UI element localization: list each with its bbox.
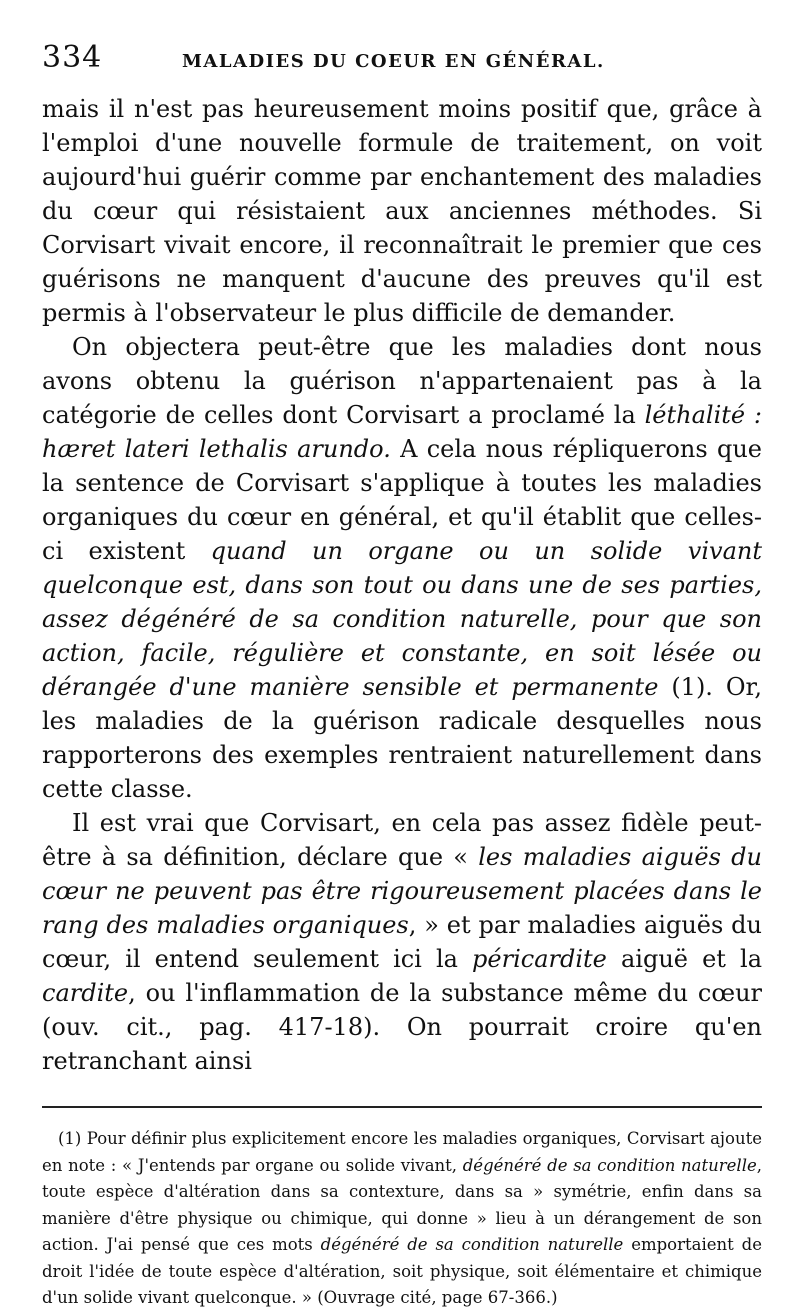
footnote-divider [42,1106,762,1108]
text-segment: , » et par maladies aiguës du cœur, il entend seulement ici la [42,911,762,973]
italic-text: les maladies aiguës du cœur ne peuvent pas être rigoureusement placées dans le rang des maladies organiques [42,843,762,939]
body-text [42,92,762,1078]
running-title: MALADIES DU COEUR EN GÉNÉRAL. [182,51,605,72]
paragraph [42,330,762,806]
paragraph [42,92,762,330]
text-segment: A cela nous répliquerons que la sentence de Corvisart s'applique à toutes les maladies organiques du cœur en général, et qu'il établit que celles-ci existent [42,435,762,565]
text-segment: (1). Or, les maladies de la guérison radicale desquelles nous rapporterons des exemples rentraient naturellement dans cette classe. [42,673,762,803]
page-header [42,40,762,92]
paragraph [42,806,762,1078]
italic-text: péricardite [472,945,607,973]
text-segment: On objectera peut-être que les maladies dont nous avons obtenu la guérison n'appartenaient pas à la catégorie de celles dont Corvisart a proclamé la [42,333,762,429]
text-segment: (1) Pour définir plus explicitement encore les maladies organiques, Corvisart ajoute en note : « J'entends par organe ou solide vivant, [42,1129,762,1175]
text-segment: emportaient de droit l'idée de toute espèce d'altération, soit physique, soit élémentaire et chimique d'un solide vivant quelconque. » (Ouvrage cité, page 67-366.) [42,1235,762,1307]
page-number: 334 [42,40,103,75]
footnote-paragraph [42,1126,762,1312]
text-segment: , toute espèce d'altération dans sa contexture, dans sa » symétrie, enfin dans sa manière d'être physique ou chimique, qui donne » lieu à un dérangement de son action. J'ai pensé que ces mots [42,1155,762,1254]
italic-text: dégénéré de sa condition naturelle [320,1235,624,1254]
text-segment: aiguë et la [606,945,762,973]
italic-text: cardite [42,979,129,1007]
footnote [42,1126,762,1312]
text-segment: mais il n'est pas heureusement moins positif que, grâce à l'emploi d'une nouvelle formule de traitement, on voit aujourd'hui guérir comme par enchantement des maladies du cœur qui résistaient aux anciennes méthodes. Si Corvisart vivait encore, il reconnaîtrait le premier que ces guérisons ne manquent d'aucune des preuves qu'il est permis à l'observateur le plus difficile de demander. [42,95,762,327]
text-segment: Il est vrai que Corvisart, en cela pas assez fidèle peut-être à sa définition, déclare que « [42,809,762,871]
italic-text: léthalité : hæret lateri lethalis arundo. [42,401,763,463]
text-segment: , ou l'inflammation de la substance même du cœur (ouv. cit., pag. 417-18). On pourrait croire qu'en retranchant ainsi [42,979,762,1075]
italic-text: quand un organe ou un solide vivant quelconque est, dans son tout ou dans une de ses parties, assez dégénéré de sa condition naturelle, pour que son action, facile, régulière et constante, en soit lésée ou dérangée d'une manière sensible et permanente [42,537,762,701]
italic-text: dégénéré de sa condition naturelle [462,1155,757,1175]
